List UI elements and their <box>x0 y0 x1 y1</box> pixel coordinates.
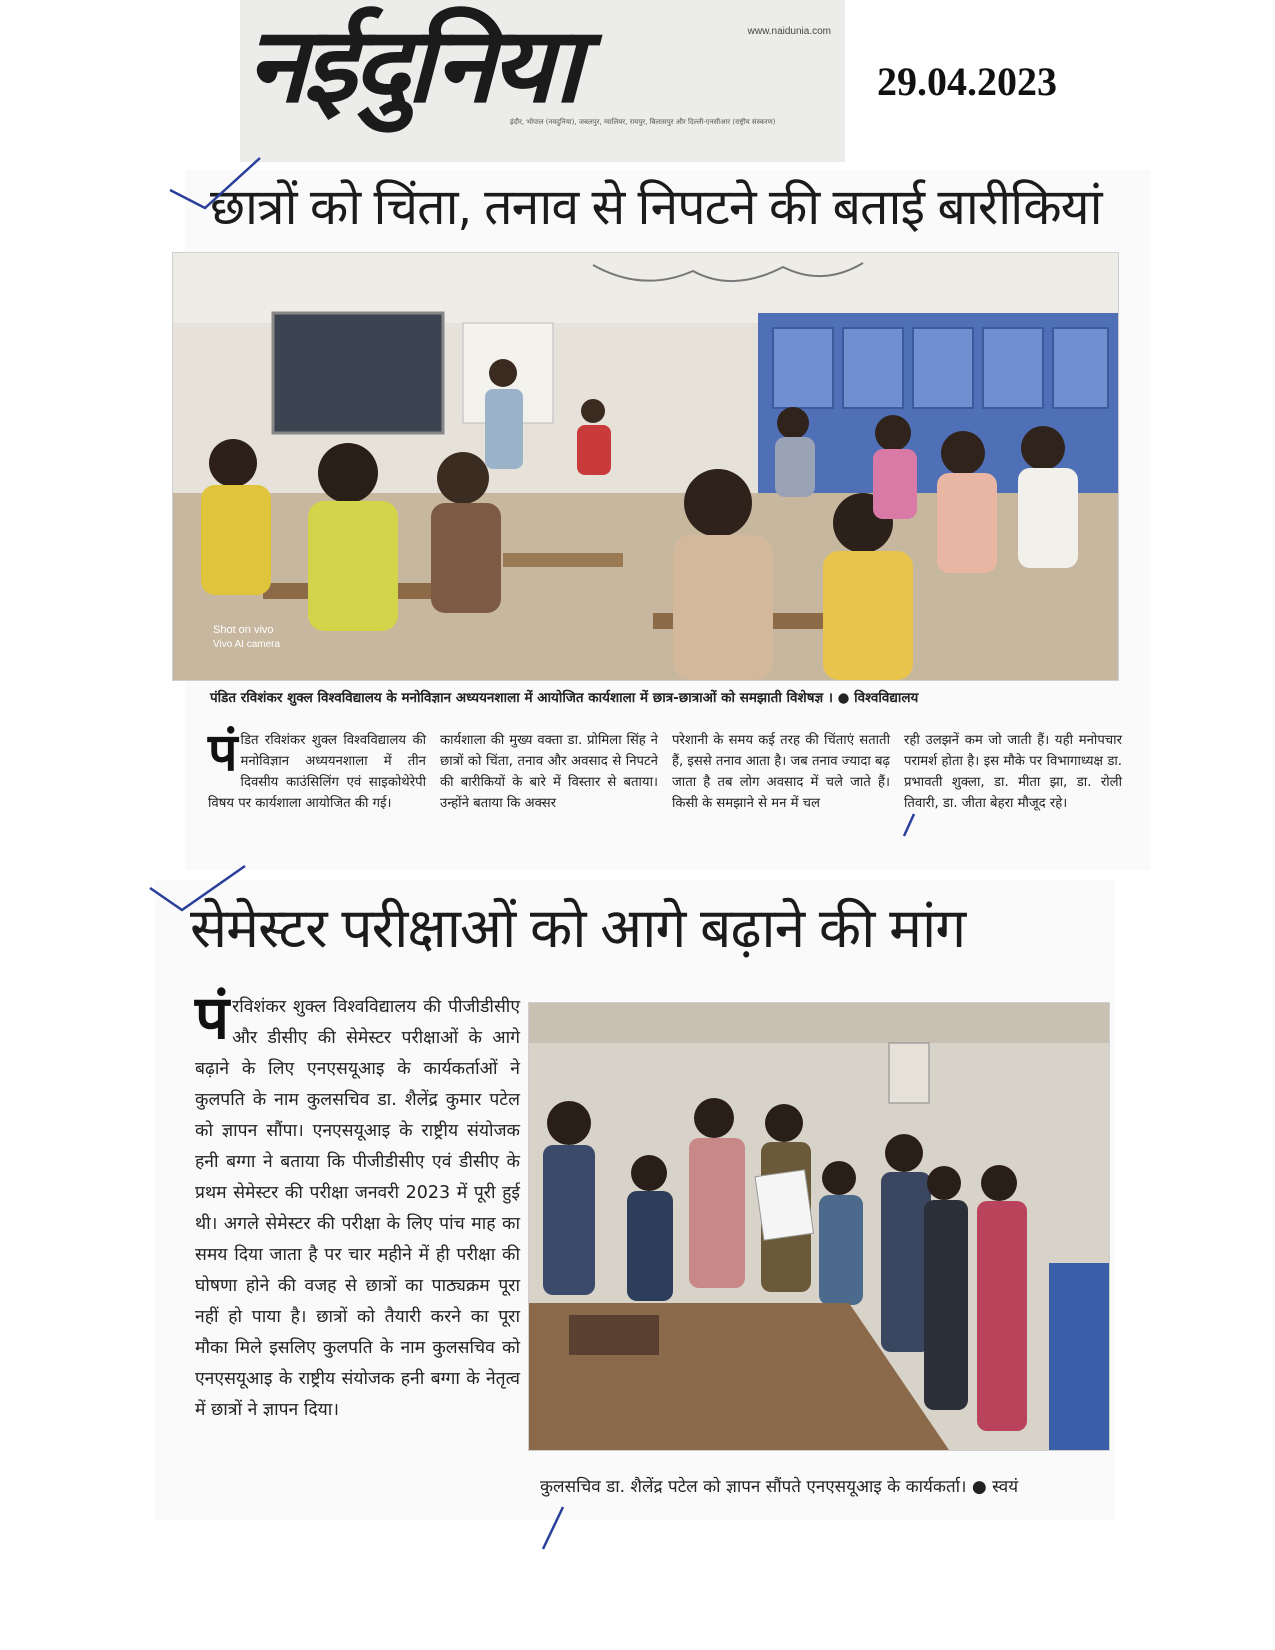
memorandum-photo <box>529 1003 1109 1450</box>
classroom-photo <box>173 253 1118 680</box>
article-1-body <box>208 723 1122 870</box>
article-1-column-1 <box>208 723 426 814</box>
pen-tick-mark-1 <box>150 150 270 230</box>
masthead <box>240 0 845 162</box>
pen-tick-mark-2 <box>140 860 260 940</box>
article-2-headline: सेमेस्टर परीक्षाओं को आगे बढ़ाने की मांग <box>190 896 966 960</box>
article-1-column-4: रही उलझनें कम जो जाती हैं। यही मनोपचार परामर्श होता है। इस मौके पर विभागाध्यक्ष डा. प्रभावती शुक्ला, डा. मीता झा, डा. रोली तिवारी, डा. जीता बेहरा मौजूद रहे। <box>904 733 1122 811</box>
photo-watermark-line1: Shot on vivo <box>213 624 274 636</box>
pen-tick-mark-3 <box>535 1505 575 1555</box>
article-1-headline: छात्रों को चिंता, तनाव से निपटने की बताई बारीकियां <box>210 178 1102 236</box>
article-2-caption: कुलसचिव डा. शैलेंद्र पटेल को ज्ञापन सौंपते एनएसयूआइ के कार्यकर्ता। ● स्वयं <box>540 1477 1019 1497</box>
publication-date: 29.04.2023 <box>877 59 1057 104</box>
newspaper-logo: नईदुनिया <box>246 4 578 126</box>
article-1-dropcap: पं <box>208 723 238 783</box>
article-1-column-1-text: डित रविशंकर शुक्ल विश्वविद्यालय की मनोविज्ञान अध्ययनशाला में तीन दिवसीय काउंसिलिंग एवं साइकोथेरेपी विषय पर कार्यशाला आयोजित की गई। <box>208 733 426 811</box>
article-1-caption: पंडित रविशंकर शुक्ल विश्वविद्यालय के मनोविज्ञान अध्ययनशाला में आयोजित कार्यशाला में छात्र-छात्राओं को समझाती विशेषज्ञ । ● विश्वविद्यालय <box>210 690 919 706</box>
masthead-url: www.naidunia.com <box>747 26 831 37</box>
article-1-column-2: कार्यशाला की मुख्य वक्ता डा. प्रोमिला सिंह ने छात्रों को चिंता, तनाव और अवसाद से निपटने की बारीकियों के बारे में विस्तार से बताया। उन्होंने बताया कि अक्सर <box>440 733 658 811</box>
article-2-photo <box>528 1002 1110 1451</box>
pen-tick-mark-4 <box>900 812 920 842</box>
photo-watermark-line2: Vivo AI camera <box>213 639 281 650</box>
article-2-dropcap: पं <box>195 983 230 1053</box>
article-2-body-text: रविशंकर शुक्ल विश्वविद्यालय की पीजीडीसीए और डीसीए की सेमेस्टर परीक्षाओं के आगे बढ़ाने के लिए एनएसयूआइ के कार्यकर्ताओं ने कुलपति के नाम कुलसचिव डा. शैलेंद्र कुमार पटेल को ज्ञापन सौंपा। एनएसयूआइ के राष्ट्रीय संयोजक हनी बग्गा ने बताया कि पीजीडीसीए एवं डीसीए के प्रथम सेमेस्टर की परीक्षा जनवरी 2023 में पूरी हुई थी। अगले सेमेस्टर की परीक्षा के लिए पांच माह का समय दिया जाता है पर चार महीने में ही परीक्षा की घोषणा होने की वजह से छात्रों का पाठ्यक्रम पूरा नहीं हो पाया है। छात्रों को तैयारी करने का पूरा मौका मिले इसलिए कुलपति के नाम कुलसचिव को एनएसयूआइ के राष्ट्रीय संयोजक हनी बग्गा के नेतृत्व में छात्रों ने ज्ञापन दिया। <box>195 997 520 1420</box>
article-1-column-3: परेशानी के समय कई तरह की चिंताएं सताती हैं, इससे तनाव आता है। जब तनाव ज्यादा बढ़ जाता है तब लोग अवसाद में चले जाते हैं। किसी के समझाने से मन में चल <box>672 733 890 811</box>
article-2-body <box>195 983 520 1426</box>
masthead-editions: इंदौर, भोपाल (नवदुनिया), जबलपुर, ग्वालियर, रायपुर, बिलासपुर और दिल्ली-एनसीआर (राष्ट्रीय संस्करण) <box>510 118 776 126</box>
article-1-photo <box>172 252 1119 681</box>
